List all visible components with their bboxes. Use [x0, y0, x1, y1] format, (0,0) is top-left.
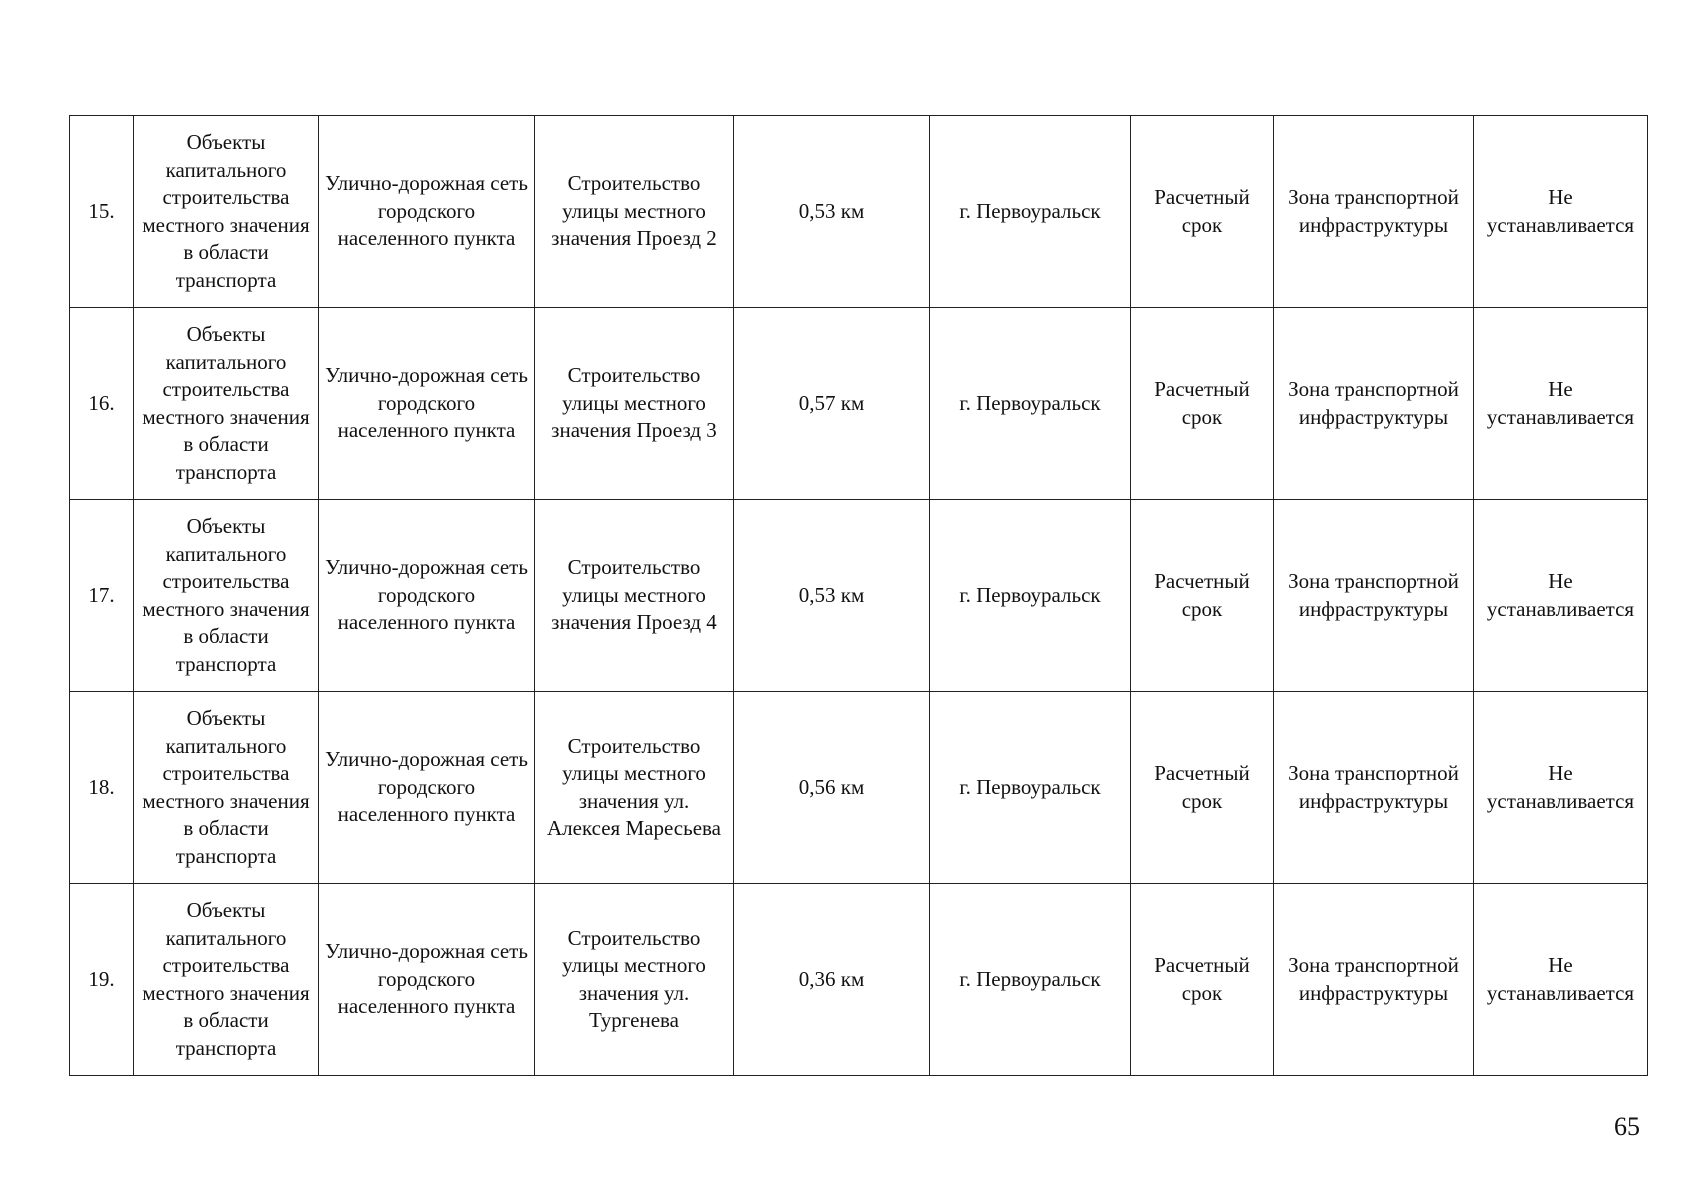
object-name: Строительство улицы местного значения ул. Тургенева [535, 884, 734, 1076]
object-restriction: Не устанавливается [1474, 308, 1648, 500]
object-type: Объекты капитального строительства местного значения в области транспорта [134, 884, 319, 1076]
object-name: Строительство улицы местного значения Проезд 4 [535, 500, 734, 692]
object-term: Расчетный срок [1131, 308, 1274, 500]
object-restriction: Не устанавливается [1474, 692, 1648, 884]
object-restriction: Не устанавливается [1474, 500, 1648, 692]
object-restriction: Не устанавливается [1474, 884, 1648, 1076]
object-restriction: Не устанавливается [1474, 116, 1648, 308]
object-term: Расчетный срок [1131, 500, 1274, 692]
object-category: Улично-дорожная сеть городского населенного пункта [319, 884, 535, 1076]
row-number: 15. [70, 116, 134, 308]
object-location: г. Первоуральск [930, 116, 1131, 308]
table-row [70, 692, 1648, 884]
row-number: 18. [70, 692, 134, 884]
object-category: Улично-дорожная сеть городского населенного пункта [319, 308, 535, 500]
object-category: Улично-дорожная сеть городского населенного пункта [319, 500, 535, 692]
table-row [70, 308, 1648, 500]
object-type: Объекты капитального строительства местного значения в области транспорта [134, 500, 319, 692]
object-location: г. Первоуральск [930, 308, 1131, 500]
object-location: г. Первоуральск [930, 500, 1131, 692]
object-location: г. Первоуральск [930, 692, 1131, 884]
object-length: 0,36 км [734, 884, 930, 1076]
table-row [70, 884, 1648, 1076]
object-zone: Зона транспортной инфраструктуры [1274, 500, 1474, 692]
object-length: 0,57 км [734, 308, 930, 500]
object-category: Улично-дорожная сеть городского населенного пункта [319, 692, 535, 884]
object-type: Объекты капитального строительства местного значения в области транспорта [134, 692, 319, 884]
table-row [70, 500, 1648, 692]
object-name: Строительство улицы местного значения Проезд 3 [535, 308, 734, 500]
object-zone: Зона транспортной инфраструктуры [1274, 692, 1474, 884]
object-length: 0,56 км [734, 692, 930, 884]
object-length: 0,53 км [734, 116, 930, 308]
row-number: 17. [70, 500, 134, 692]
object-term: Расчетный срок [1131, 116, 1274, 308]
row-number: 16. [70, 308, 134, 500]
object-type: Объекты капитального строительства местного значения в области транспорта [134, 116, 319, 308]
object-location: г. Первоуральск [930, 884, 1131, 1076]
objects-table [69, 115, 1648, 1076]
row-number: 19. [70, 884, 134, 1076]
page-number: 65 [1614, 1112, 1640, 1141]
object-term: Расчетный срок [1131, 884, 1274, 1076]
object-category: Улично-дорожная сеть городского населенного пункта [319, 116, 535, 308]
object-zone: Зона транспортной инфраструктуры [1274, 116, 1474, 308]
object-term: Расчетный срок [1131, 692, 1274, 884]
object-name: Строительство улицы местного значения ул. Алексея Маресьева [535, 692, 734, 884]
object-zone: Зона транспортной инфраструктуры [1274, 884, 1474, 1076]
object-length: 0,53 км [734, 500, 930, 692]
object-type: Объекты капитального строительства местного значения в области транспорта [134, 308, 319, 500]
object-name: Строительство улицы местного значения Проезд 2 [535, 116, 734, 308]
object-zone: Зона транспортной инфраструктуры [1274, 308, 1474, 500]
table-row [70, 116, 1648, 308]
